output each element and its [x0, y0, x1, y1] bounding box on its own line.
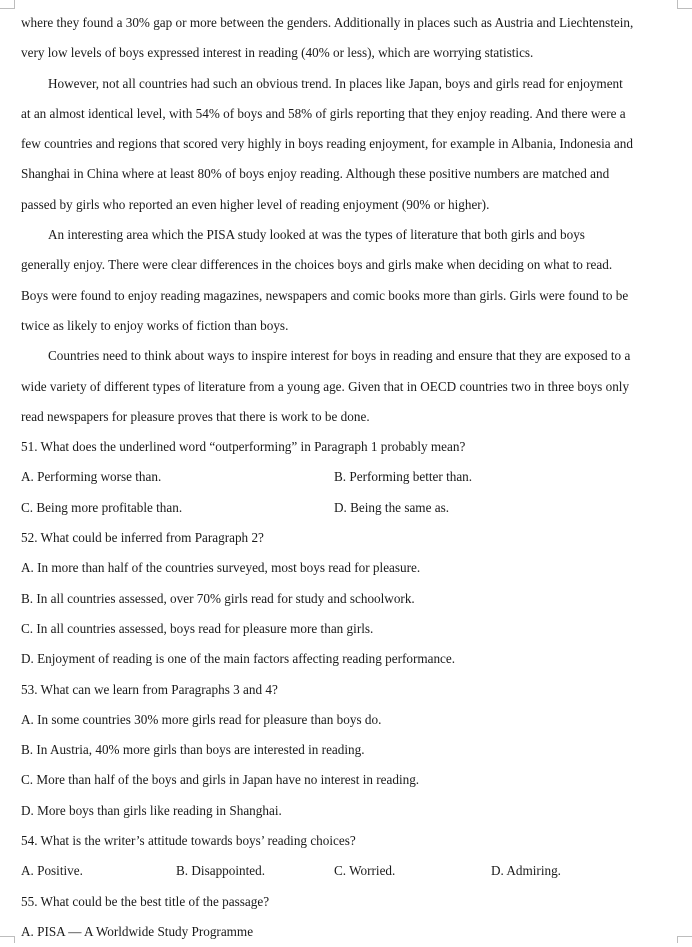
option-c: C. More than half of the boys and girls in Japan have no interest in reading. [21, 772, 420, 788]
passage-line: Shanghai in China where at least 80% of boys enjoy reading. Although these positive numbers are matched and [21, 166, 610, 182]
option-d: D. Being the same as. [334, 499, 449, 515]
question-54-options [21, 856, 651, 886]
passage-line: wide variety of different types of literature from a young age. Given that in OECD countries two in three boys only [21, 378, 630, 394]
passage-line: An interesting area which the PISA study looked at was the types of literature that both girls and boys [48, 227, 585, 243]
document-body [21, 8, 651, 947]
option-a: A. In more than half of the countries surveyed, most boys read for pleasure. [21, 560, 421, 576]
option-b: B. In Austria, 40% more girls than boys are interested in reading. [21, 742, 365, 758]
question-51-stem: 51. What does the underlined word “outperforming” in Paragraph 1 probably mean? [21, 439, 466, 455]
option-c: C. Being more profitable than. [21, 499, 183, 515]
page-corner-mark [0, 0, 15, 9]
option-d: D. Enjoyment of reading is one of the main factors affecting reading performance. [21, 651, 456, 667]
passage-line: generally enjoy. There were clear differences in the choices boys and girls make when deciding on what to read. [21, 257, 613, 273]
page-corner-mark [0, 936, 15, 943]
option-d: D. More boys than girls like reading in Shanghai. [21, 802, 282, 818]
passage-line: very low levels of boys expressed interest in reading (40% or less), which are worrying statistics. [21, 45, 534, 61]
option-b: B. In all countries assessed, over 70% girls read for study and schoolwork. [21, 590, 415, 606]
question-51-options-row-2 [21, 493, 651, 523]
passage-line: read newspapers for pleasure proves that there is work to be done. [21, 408, 370, 424]
passage-line: Countries need to think about ways to inspire interest for boys in reading and ensure that they are exposed to a [48, 348, 631, 364]
option-a: A. Performing worse than. [21, 469, 162, 485]
option-b: B. Performing better than. [334, 469, 473, 485]
passage-line: Boys were found to enjoy reading magazines, newspapers and comic books more than girls. Girls were found to be [21, 287, 629, 303]
passage-line: at an almost identical level, with 54% of boys and 58% of girls reporting that they enjoy reading. And there were a [21, 105, 626, 121]
question-55-stem: 55. What could be the best title of the passage? [21, 893, 270, 909]
option-a: A. In some countries 30% more girls read for pleasure than boys do. [21, 711, 382, 727]
question-52-stem: 52. What could be inferred from Paragraph 2? [21, 530, 264, 546]
option-d: D. Admiring. [491, 863, 561, 879]
option-a: A. Positive. [21, 863, 83, 879]
option-b: B. Disappointed. [176, 863, 266, 879]
page-corner-mark [677, 936, 692, 943]
passage-line: However, not all countries had such an obvious trend. In places like Japan, boys and girls read for enjoyment [48, 75, 623, 91]
question-53-stem: 53. What can we learn from Paragraphs 3 and 4? [21, 681, 278, 697]
passage-line: passed by girls who reported an even higher level of reading enjoyment (90% or higher). [21, 196, 490, 212]
passage-line: few countries and regions that scored very highly in boys reading enjoyment, for example in Albania, Indonesia and [21, 136, 633, 152]
passage-line: twice as likely to enjoy works of fiction than boys. [21, 317, 289, 333]
question-54-stem: 54. What is the writer’s attitude towards boys’ reading choices? [21, 833, 356, 849]
page-corner-mark [677, 0, 692, 9]
passage-line: where they found a 30% gap or more between the genders. Additionally in places such as Austria and Liechtenstein, [21, 15, 634, 30]
option-c: C. In all countries assessed, boys read for pleasure more than girls. [21, 620, 374, 636]
option-c: C. Worried. [334, 863, 396, 879]
question-51-options-row-1 [21, 462, 651, 492]
option-a: A. PISA — A Worldwide Study Programme [21, 923, 254, 939]
